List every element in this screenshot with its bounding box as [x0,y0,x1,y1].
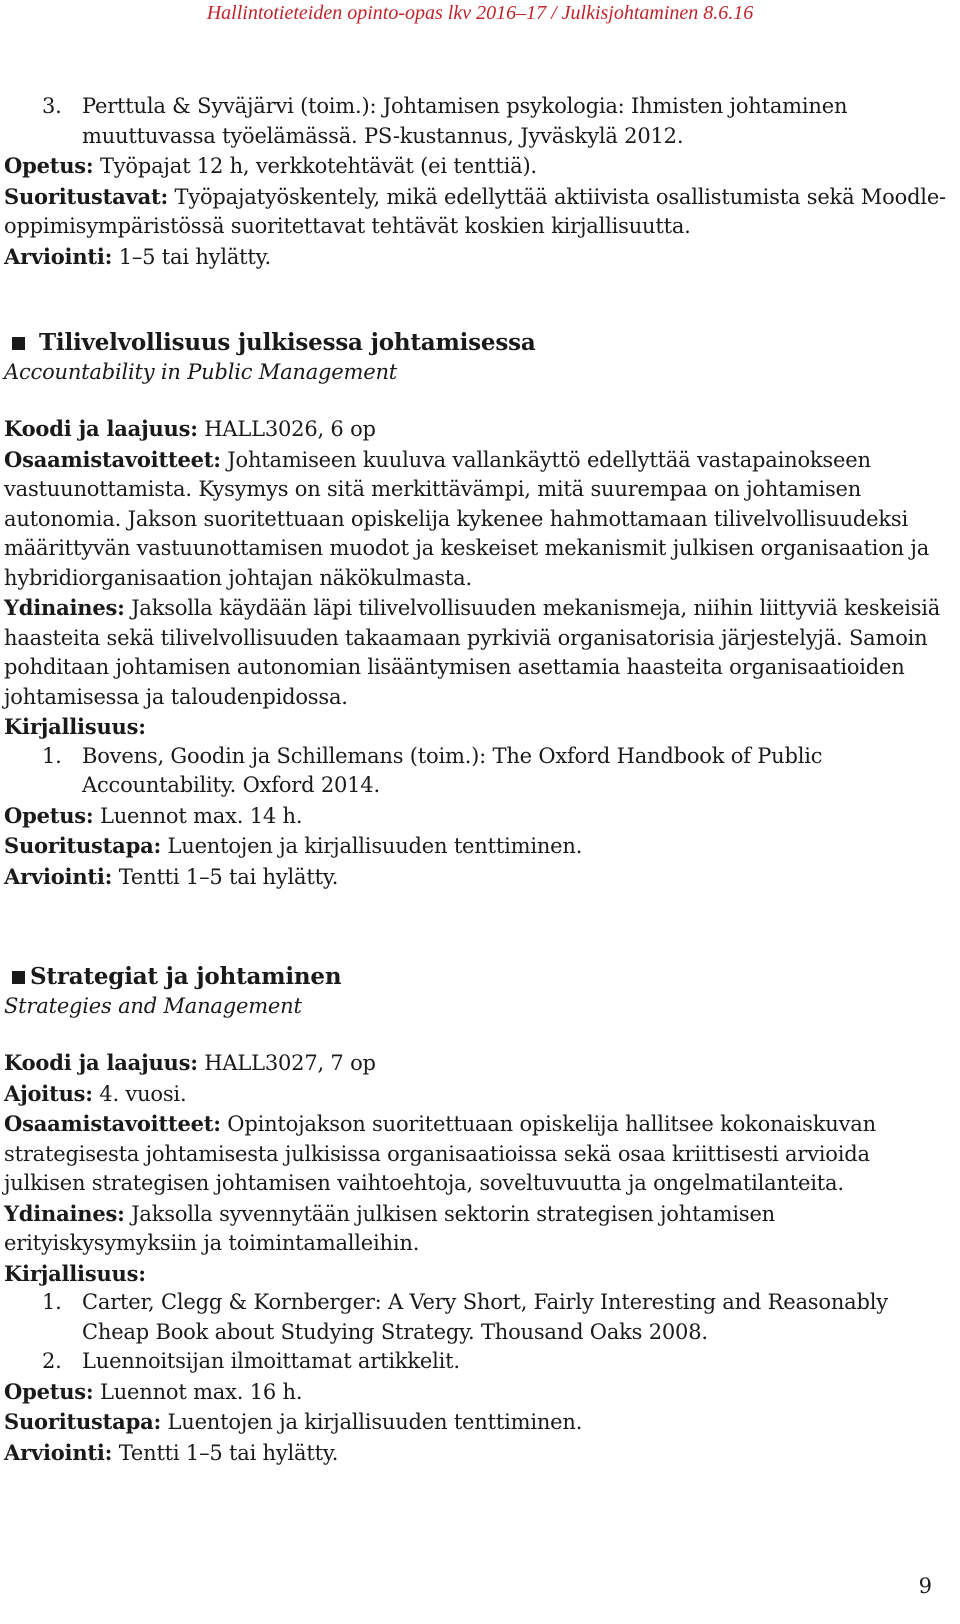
literature-item-number: 3. [42,94,62,118]
course-strategiat [4,962,952,1468]
course-title [4,962,952,992]
field-label: Suoritustavat: [4,183,169,209]
completion-method [4,831,952,862]
field-label: Opetus: [4,1378,94,1404]
bullet-square-icon [12,971,25,984]
learning-outcomes [4,1109,952,1199]
page-content [4,92,952,1468]
literature-item [4,742,952,801]
prev-opetus [4,151,952,182]
core-content [4,1199,952,1259]
field-label: Opetus: [4,153,94,178]
prev-literature-list [4,92,952,151]
literature-item-text: Bovens, Goodin ja Schillemans (toim.): The Oxford Handbook of Public Accountability. Oxford 2014. [82,743,823,797]
field-label: Opetus: [4,802,94,828]
course-code [4,1048,952,1079]
timing [4,1079,952,1110]
field-label: Ydinaines: [4,1200,125,1226]
prev-suoritustavat [4,182,952,242]
course-title [4,328,952,358]
field-label: Osaamistavoitteet: [4,1111,221,1136]
field-value: Työpajat 12 h, verkkotehtävät (ei tenttiä). [93,154,537,178]
literature-item-text: Luennoitsijan ilmoittamat artikkelit. [82,1349,460,1373]
field-value: 4. vuosi. [92,1081,187,1106]
literature-item-number: 1. [42,1290,62,1314]
field-value: Opintojakson suoritettuaan opiskelija hallitsee kokonaiskuvan strategisesta johtamisesta julkisissa organisaatioissa sekä osaa kriittisesti arvioida julkisen strategisen johtamisen vaihtoehtoja, soveltuvuutta ja ongelmatilanteita. [4,1112,876,1195]
field-value: 1–5 tai hylätty. [112,244,272,269]
field-value: HALL3027, 7 op [197,1051,376,1075]
field-label: Osaamistavoitteet: [4,446,221,472]
literature-label: Kirjallisuus: [4,1260,146,1286]
field-label: Koodi ja laajuus: [4,1050,198,1075]
field-value: HALL3026, 6 op [197,417,376,441]
field-value: Jaksolla syvennytään julkisen sektorin strategisen johtamisen erityiskysymyksiin ja toimintamalleihin. [4,1201,775,1255]
course-tilivelvollisuus [4,328,952,892]
field-label: Ajoitus: [4,1080,93,1106]
running-header: Hallintotieteiden opinto-opas lkv 2016–17 / Julkisjohtaminen 8.6.16 [206,2,754,24]
assessment [4,862,952,893]
completion-method [4,1407,952,1438]
field-value: Luentojen ja kirjallisuuden tenttiminen. [161,834,583,858]
literature-item [4,92,952,151]
literature-item [4,1347,952,1377]
literature-item-text: Perttula & Syväjärvi (toim.): Johtamisen psykologia: Ihmisten johtaminen muuttuvassa työelämässä. PS-kustannus, Jyväskylä 2012. [82,94,848,148]
teaching [4,1377,952,1408]
field-value: Johtamiseen kuuluva vallankäyttö edellyttää vastapainokseen vastuunottamista. Kysymys on sitä merkittävämpi, mitä suurempaa on johtamisen autonomia. Jakson suoritettuaan opiskelija kykenee hahmottamaan tilivelvollisuudeksi määrittyvän vastuunottamisen muodot ja keskeiset mekanismit julkisen organisaation ja hybridiorganisaation johtajan näkökulmasta. [4,447,930,590]
literature-item-number: 1. [42,743,62,768]
teaching [4,801,952,832]
course-title-text: Tilivelvollisuus julkisessa johtamisessa [39,329,536,356]
field-value: Jaksolla käydään läpi tilivelvollisuuden mekanismeja, niihin liittyviä keskeisiä haasteita sekä tilivelvollisuuden takaamaan pyrkiviä organisatorisia järjestelyjä. Samoin pohditaan johtamisen autonomian lisääntymisen asettamia haasteita organisaatioiden johtamisessa ja taloudenpidossa. [4,596,941,709]
literature-label: Kirjallisuus: [4,714,146,739]
field-value: Luentojen ja kirjallisuuden tenttiminen. [161,1410,583,1434]
course-subtitle: Strategies and Management [4,994,302,1018]
field-value: Luennot max. 14 h. [93,803,303,828]
field-label: Suoritustapa: [4,1409,162,1434]
field-label: Arviointi: [4,1439,113,1465]
page-number: 9 [918,1574,932,1598]
field-value: Tentti 1–5 tai hylätty. [112,864,339,889]
literature-item-text: Carter, Clegg & Kornberger: A Very Short, Fairly Interesting and Reasonably Cheap Book about Studying Strategy. Thousand Oaks 2008. [82,1290,888,1344]
assessment [4,1438,952,1469]
field-label: Suoritustapa: [4,833,162,858]
field-label: Koodi ja laajuus: [4,416,198,441]
bullet-square-icon [12,337,25,350]
field-value: Tentti 1–5 tai hylätty. [112,1440,339,1465]
course-code [4,414,952,445]
core-content [4,593,952,712]
literature-item [4,1288,952,1347]
learning-outcomes [4,445,952,594]
field-label: Arviointi: [4,243,113,269]
field-label: Arviointi: [4,863,113,889]
course-title-text: Strategiat ja johtaminen [30,963,342,990]
course1-literature-list [4,742,952,801]
course-subtitle: Accountability in Public Management [4,360,398,384]
literature-item-number: 2. [42,1349,62,1373]
field-label: Ydinaines: [4,595,125,620]
course2-literature-list [4,1288,952,1377]
field-value: Työpajatyöskentely, mikä edellyttää aktiivista osallistumista sekä Moodle-oppimisympäristössä suoritettavat tehtävät koskien kirjallisuutta. [4,184,946,238]
field-value: Luennot max. 16 h. [93,1379,303,1404]
prev-arviointi [4,242,952,273]
